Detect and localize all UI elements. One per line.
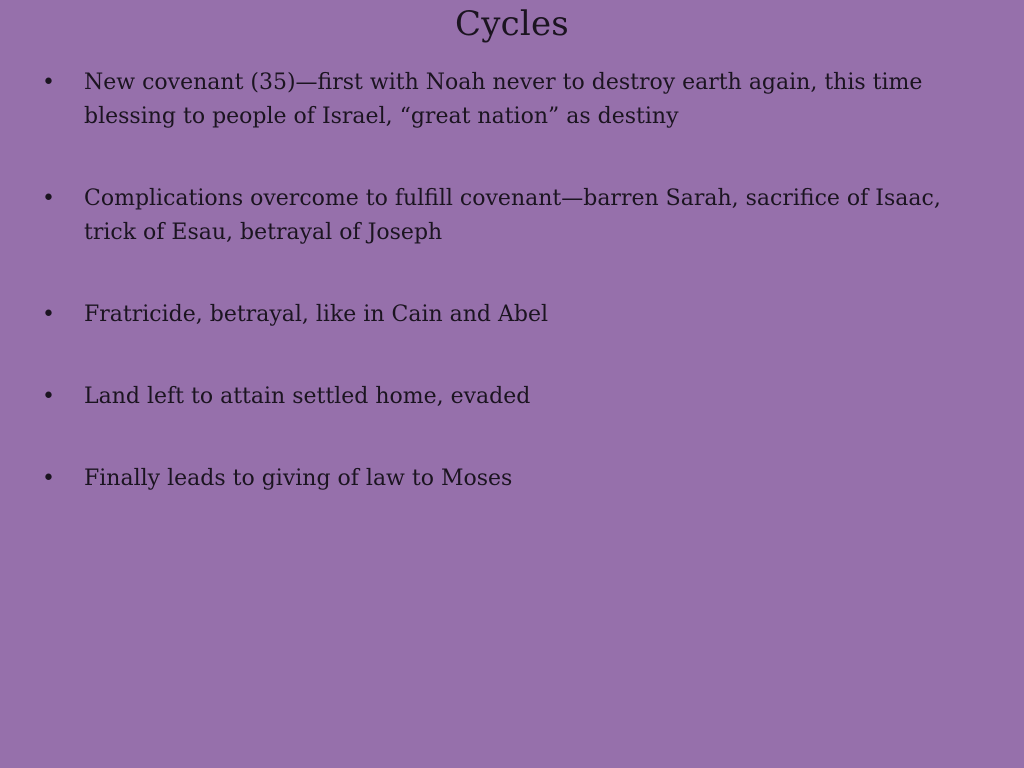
slide-title: Cycles (455, 4, 569, 44)
bullet-text: Finally leads to giving of law to Moses (84, 466, 513, 491)
bullet-list (42, 66, 990, 544)
bullet-marker: • (42, 186, 55, 211)
bullet-item (42, 66, 990, 134)
bullet-marker: • (42, 70, 55, 95)
bullet-marker: • (42, 302, 55, 327)
bullet-item (42, 380, 990, 414)
bullet-item (42, 298, 990, 332)
bullet-text: Fratricide, betrayal, like in Cain and Abel (84, 302, 549, 327)
bullet-text: Complications overcome to fulfill covenant—barren Sarah, sacrifice of Isaac, trick of Esau, betrayal of Joseph (84, 186, 941, 245)
bullet-item (42, 182, 990, 250)
bullet-text: New covenant (35)—first with Noah never to destroy earth again, this time blessing to people of Israel, “great nation” as destiny (84, 70, 923, 129)
bullet-marker: • (42, 384, 55, 409)
bullet-marker: • (42, 466, 55, 491)
bullet-text: Land left to attain settled home, evaded (84, 384, 531, 409)
bullet-item (42, 462, 990, 496)
